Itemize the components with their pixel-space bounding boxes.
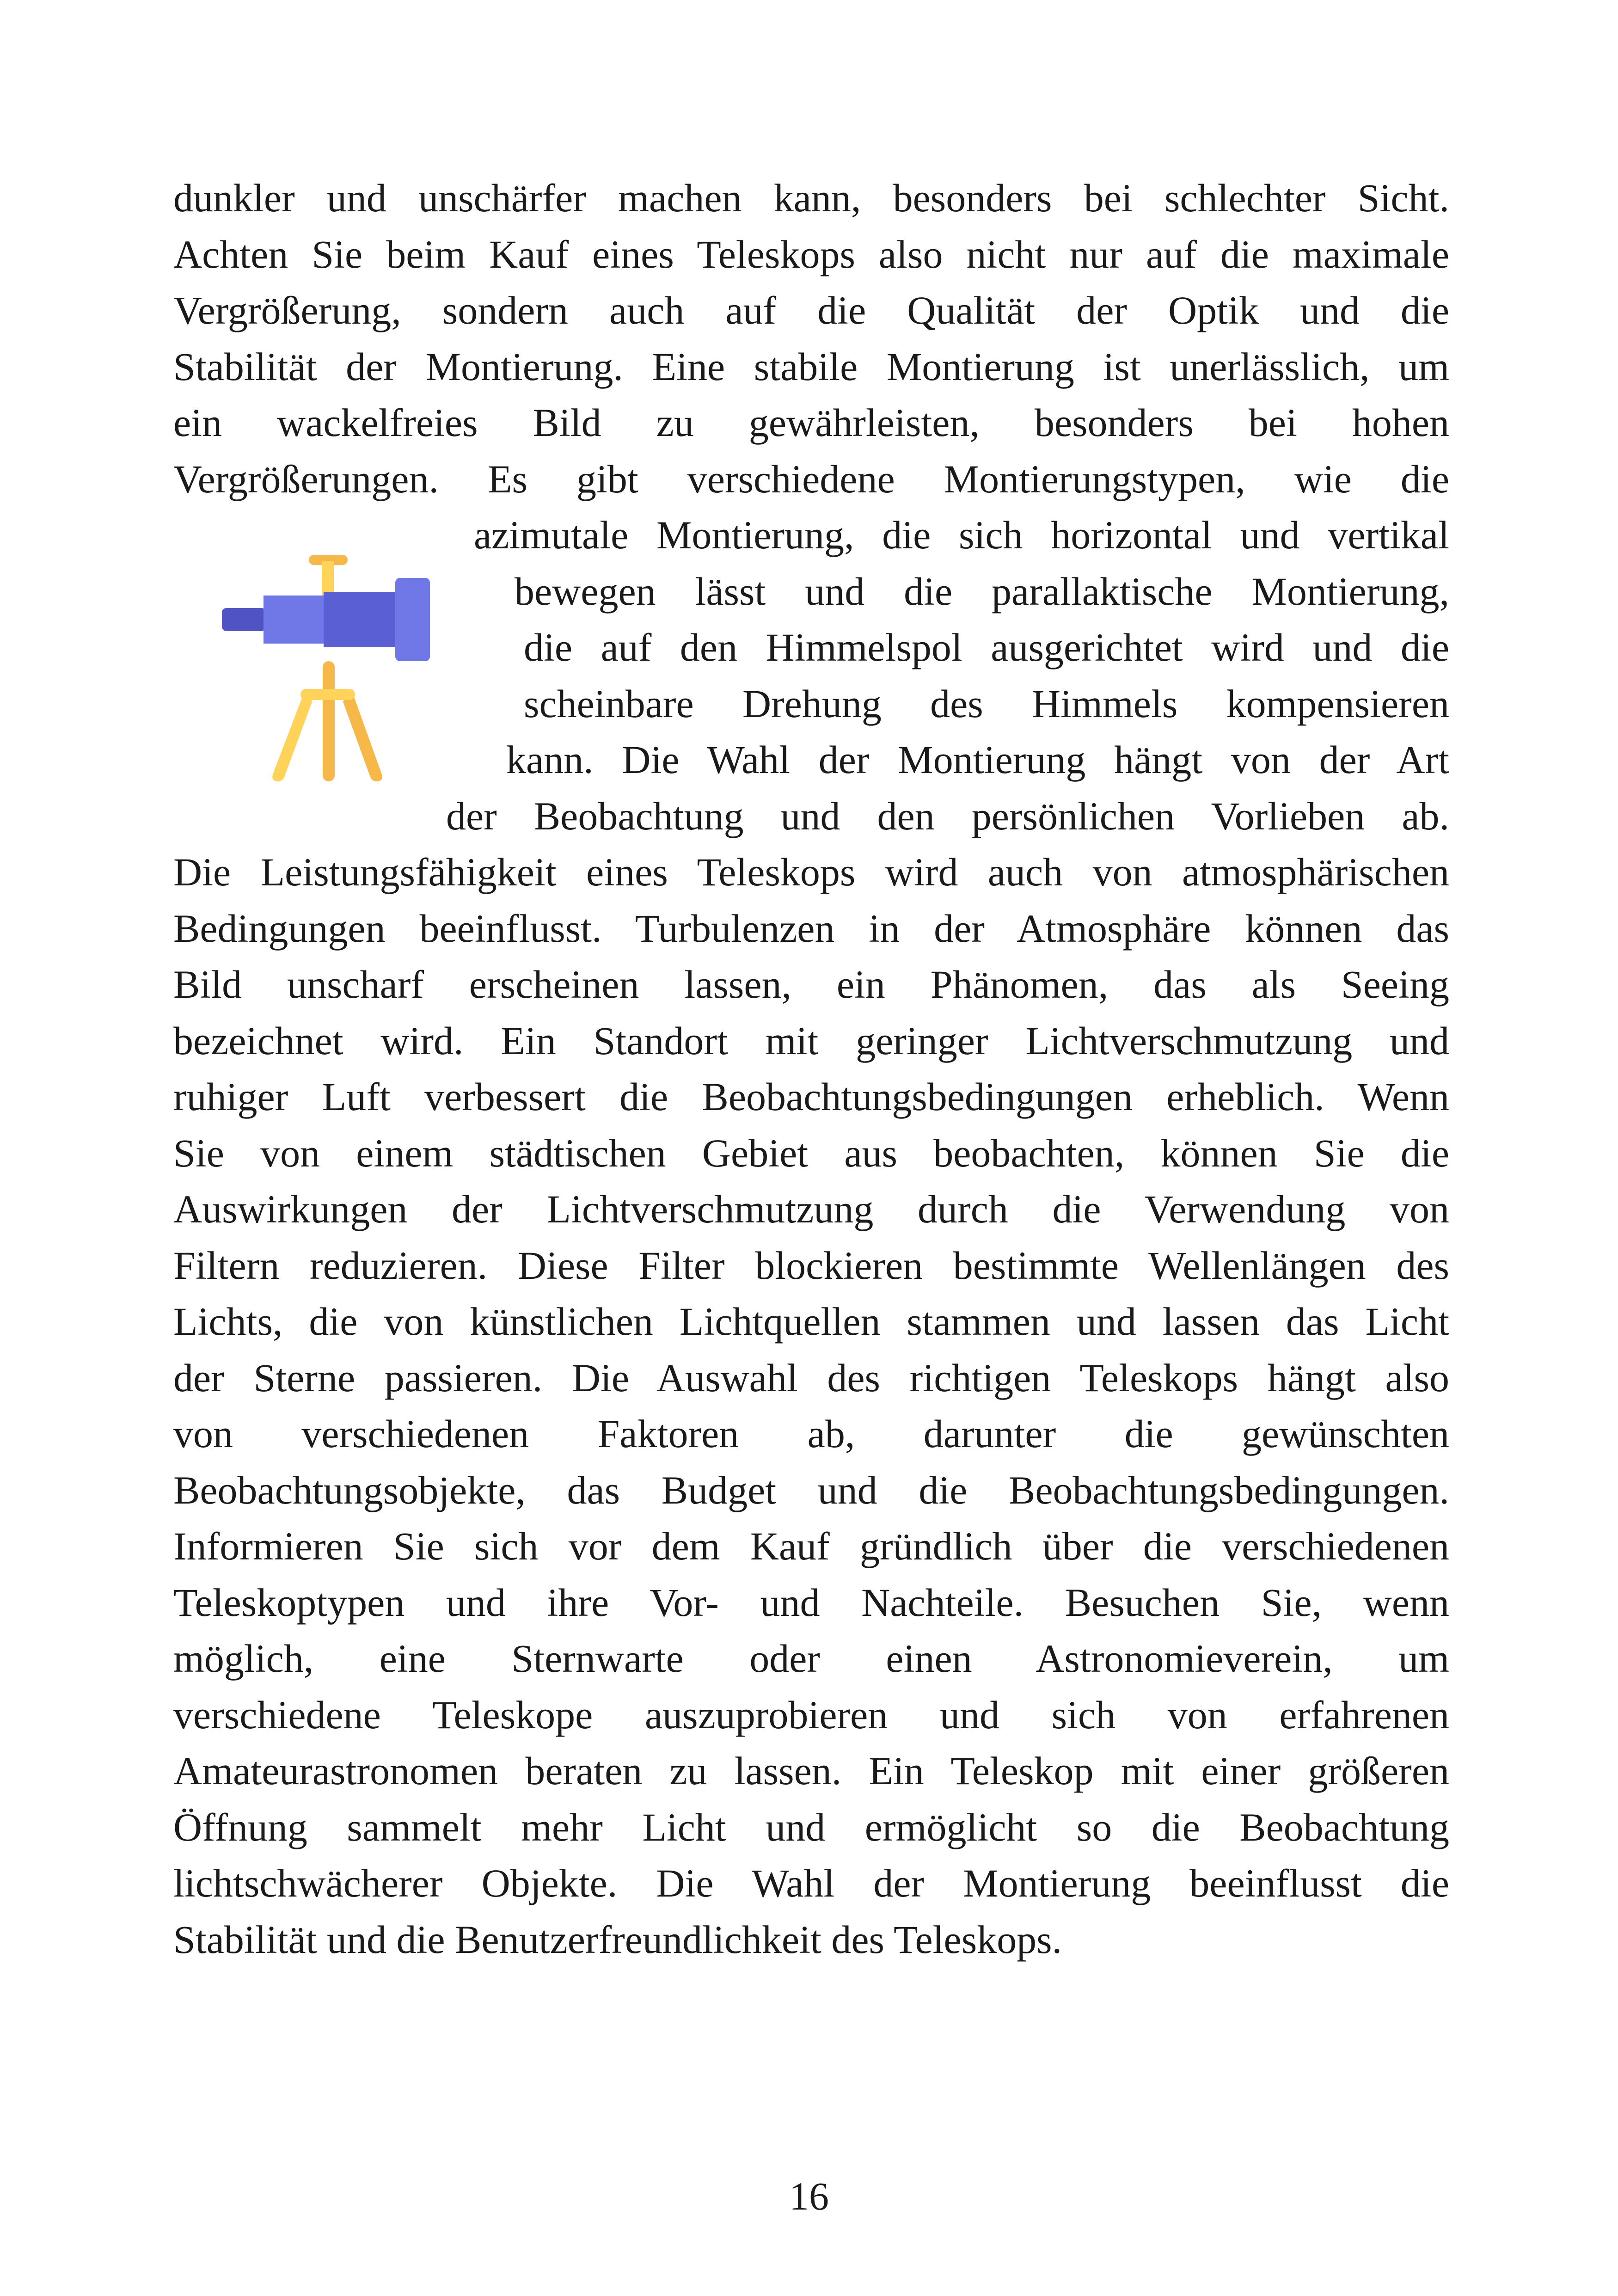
text-line: ruhiger Luft verbessert die Beobachtungsbedingungen erheblich. Wenn [173,1074,1449,1119]
text-line: der Sterne passieren. Die Auswahl des richtigen Teleskops hängt also [173,1355,1449,1400]
text-line: Filtern reduzieren. Diese Filter blockieren bestimmte Wellenlängen des [173,1243,1449,1288]
text-line: verschiedene Teleskope auszuprobieren und sich von erfahrenen [173,1692,1449,1737]
text-line: Stabilität der Montierung. Eine stabile Montierung ist unerlässlich, um [173,344,1449,389]
text-line: Bild unscharf erscheinen lassen, ein Phänomen, das als Seeing [173,962,1449,1007]
text-line: Informieren Sie sich vor dem Kauf gründlich über die verschiedenen [173,1524,1449,1568]
text-line: bewegen lässt und die parallaktische Montierung, [515,569,1449,614]
text-line: Vergrößerungen. Es gibt verschiedene Montierungstypen, wie die [173,456,1449,501]
page-number: 16 [789,2174,829,2218]
text-line: Lichts, die von künstlichen Lichtquellen stammen und lassen das Licht [173,1299,1449,1344]
text-line: möglich, eine Sternwarte oder einen Astronomieverein, um [173,1636,1449,1681]
telescope-icon [213,555,444,781]
telescope-eyepiece [222,608,266,631]
text-line: Amateurastronomen beraten zu lassen. Ein Teleskop mit einer größeren [173,1749,1449,1793]
text-line: Bedingungen beeinflusst. Turbulenzen in der Atmosphäre können das [173,906,1449,951]
telescope-lens-hood [395,578,430,661]
tripod-right-leg [343,696,382,781]
text-line: kann. Die Wahl der Montierung hängt von der Art [506,737,1449,782]
text-line: Auswirkungen der Lichtverschmutzung durch die Verwendung von [173,1187,1449,1231]
telescope-tube-front [324,592,398,647]
text-line: Öffnung sammelt mehr Licht und ermöglicht so die Beobachtung [173,1805,1449,1849]
text-line: scheinbare Drehung des Himmels kompensieren [524,681,1449,726]
text-line: Stabilität und die Benutzerfreundlichkeit des Teleskops. [173,1917,1062,1962]
text-line: azimutale Montierung, die sich horizontal und vertikal [474,513,1449,557]
text-line: Teleskoptypen und ihre Vor- und Nachteile. Besuchen Sie, wenn [173,1580,1449,1625]
tripod-center-leg [323,661,335,781]
text-line: Sie von einem städtischen Gebiet aus beobachten, können Sie die [173,1130,1449,1175]
telescope-tube [264,595,328,644]
text-line: Achten Sie beim Kauf eines Teleskops also nicht nur auf die maximale [173,232,1449,276]
text-line: Vergrößerung, sondern auch auf die Qualität der Optik und die [173,288,1449,332]
text-line: lichtschwächerer Objekte. Die Wahl der Montierung beeinflusst die [173,1861,1449,1905]
text-line: von verschiedenen Faktoren ab, darunter die gewünschten [173,1412,1449,1456]
text-line: die auf den Himmelspol ausgerichtet wird und die [524,625,1449,669]
text-line: ein wackelfreies Bild zu gewährleisten, besonders bei hohen [173,400,1449,445]
body-text [173,170,1449,1968]
text-line: bezeichnet wird. Ein Standort mit geringer Lichtverschmutzung und [173,1018,1449,1063]
text-line: der Beobachtung und den persönlichen Vorlieben ab. [446,793,1449,838]
tripod-crossbar [300,689,355,700]
text-line: dunkler und unschärfer machen kann, besonders bei schlechter Sicht. [173,176,1449,220]
text-line: Die Leistungsfähigkeit eines Teleskops wird auch von atmosphärischen [173,850,1449,894]
tripod-left-leg [272,696,312,781]
text-line: Beobachtungsobjekte, das Budget und die Beobachtungsbedingungen. [173,1467,1449,1512]
